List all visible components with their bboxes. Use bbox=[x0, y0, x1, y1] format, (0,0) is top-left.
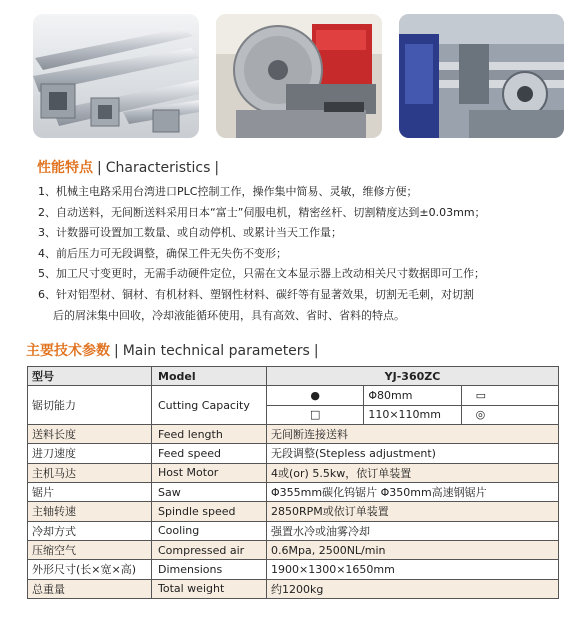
row-label-cn: 进刀速度 bbox=[28, 444, 152, 463]
table-row bbox=[28, 424, 559, 443]
list-item: 5、加工尺寸变更时，无需手动硬件定位，只需在文本显示器上改动相关尺寸数据即可工作； bbox=[38, 267, 485, 281]
params-title-en: Main technical parameters bbox=[122, 343, 310, 359]
row-value: 无段调整(Stepless adjustment) bbox=[267, 444, 559, 463]
row-label-cn: 总重量 bbox=[28, 579, 152, 598]
title-separator: | bbox=[214, 160, 220, 176]
aluminum-profiles-photo bbox=[33, 14, 199, 138]
row-label-cn: 主机马达 bbox=[28, 463, 152, 482]
list-item-continuation: 后的屑沫集中回收，冷却液能循环使用，具有高效、省时、省料的特点。 bbox=[53, 308, 405, 322]
row-value: Φ355mm碳化钨锯片 Φ350mm高速钢锯片 bbox=[267, 482, 559, 501]
characteristics-title-cn: 性能特点 bbox=[37, 160, 93, 176]
row-label-cn: 送料长度 bbox=[28, 424, 152, 443]
list-item: 1、机械主电路采用台湾进口PLC控制工作，操作集中简易、灵敏，维修方便； bbox=[38, 185, 418, 198]
row-value: 2850RPM或依订单装置 bbox=[267, 502, 559, 521]
table-header-row bbox=[28, 367, 559, 386]
row-label-en: Spindle speed bbox=[152, 502, 267, 521]
params-title-cn: 主要技术参数 bbox=[26, 343, 110, 359]
characteristics-title-en: Characteristics bbox=[105, 160, 211, 176]
table-row bbox=[28, 482, 559, 501]
product-photos bbox=[33, 14, 564, 138]
row-label-cn: 压缩空气 bbox=[28, 540, 152, 559]
title-separator: | bbox=[114, 343, 119, 359]
list-item: 3、计数器可设置加工数量、或自动停机、或累计当天工作量； bbox=[38, 226, 342, 240]
list-item: 6、针对铝型材、铜材、有机材料、塑钢性材料、碳纤等有显著效果，切割无毛刺，对切割 bbox=[38, 287, 474, 301]
list-item: 4、前后压力可无段调整，确保工件无失伤不变形； bbox=[38, 246, 287, 260]
table-row bbox=[28, 502, 559, 521]
cutting-en: Cutting Capacity bbox=[152, 386, 267, 425]
table-row bbox=[28, 560, 559, 579]
row-label-cn: 外形尺寸(长×宽×高) bbox=[28, 560, 152, 579]
round-icon: ● bbox=[267, 386, 364, 405]
row-label-cn: 主轴转速 bbox=[28, 502, 152, 521]
params-table bbox=[27, 366, 559, 599]
row-label-en: Compressed air bbox=[152, 540, 267, 559]
header-cn: 型号 bbox=[28, 367, 152, 386]
row-label-en: Feed speed bbox=[152, 444, 267, 463]
table-row bbox=[28, 521, 559, 540]
row-label-en: Cooling bbox=[152, 521, 267, 540]
row-value: 约1200kg bbox=[267, 579, 559, 598]
title-separator: | bbox=[97, 160, 102, 176]
header-en: Model bbox=[152, 367, 267, 386]
machine-clamp-photo bbox=[399, 14, 564, 138]
square-icon: □ bbox=[267, 405, 364, 424]
list-item: 2、自动送料，无间断送料采用日本“富士”伺服电机，精密丝杆、切割精度达到±0.03mm； bbox=[38, 205, 486, 219]
table-row bbox=[28, 463, 559, 482]
row-label-en: Dimensions bbox=[152, 560, 267, 579]
table-row bbox=[28, 444, 559, 463]
flat-bar-icon: ▭ bbox=[461, 386, 558, 405]
row-label-en: Total weight bbox=[152, 579, 267, 598]
round-value: Φ80mm bbox=[364, 386, 461, 405]
saw-blade-photo bbox=[216, 14, 382, 138]
row-label-en: Saw bbox=[152, 482, 267, 501]
table-row bbox=[28, 540, 559, 559]
square-value: 110×110mm bbox=[364, 405, 461, 424]
table-row-cutting bbox=[28, 386, 559, 405]
tube-icon: ◎ bbox=[461, 405, 558, 424]
characteristics-title bbox=[37, 157, 223, 177]
row-label-cn: 锯片 bbox=[28, 482, 152, 501]
row-label-cn: 冷却方式 bbox=[28, 521, 152, 540]
row-value: 强置水冷或油雾冷却 bbox=[267, 521, 559, 540]
title-separator: | bbox=[313, 343, 319, 359]
table-row bbox=[28, 579, 559, 598]
row-value: 4或(or) 5.5kw，依订单装置 bbox=[267, 463, 559, 482]
row-value: 无间断连接送料 bbox=[267, 424, 559, 443]
characteristics-list bbox=[38, 182, 568, 326]
row-value: 1900×1300×1650mm bbox=[267, 560, 559, 579]
params-title bbox=[26, 340, 323, 360]
row-value: 0.6Mpa, 2500NL/min bbox=[267, 540, 559, 559]
row-label-en: Feed length bbox=[152, 424, 267, 443]
row-label-en: Host Motor bbox=[152, 463, 267, 482]
cutting-cn: 锯切能力 bbox=[28, 386, 152, 425]
header-model: YJ-360ZC bbox=[267, 367, 559, 386]
